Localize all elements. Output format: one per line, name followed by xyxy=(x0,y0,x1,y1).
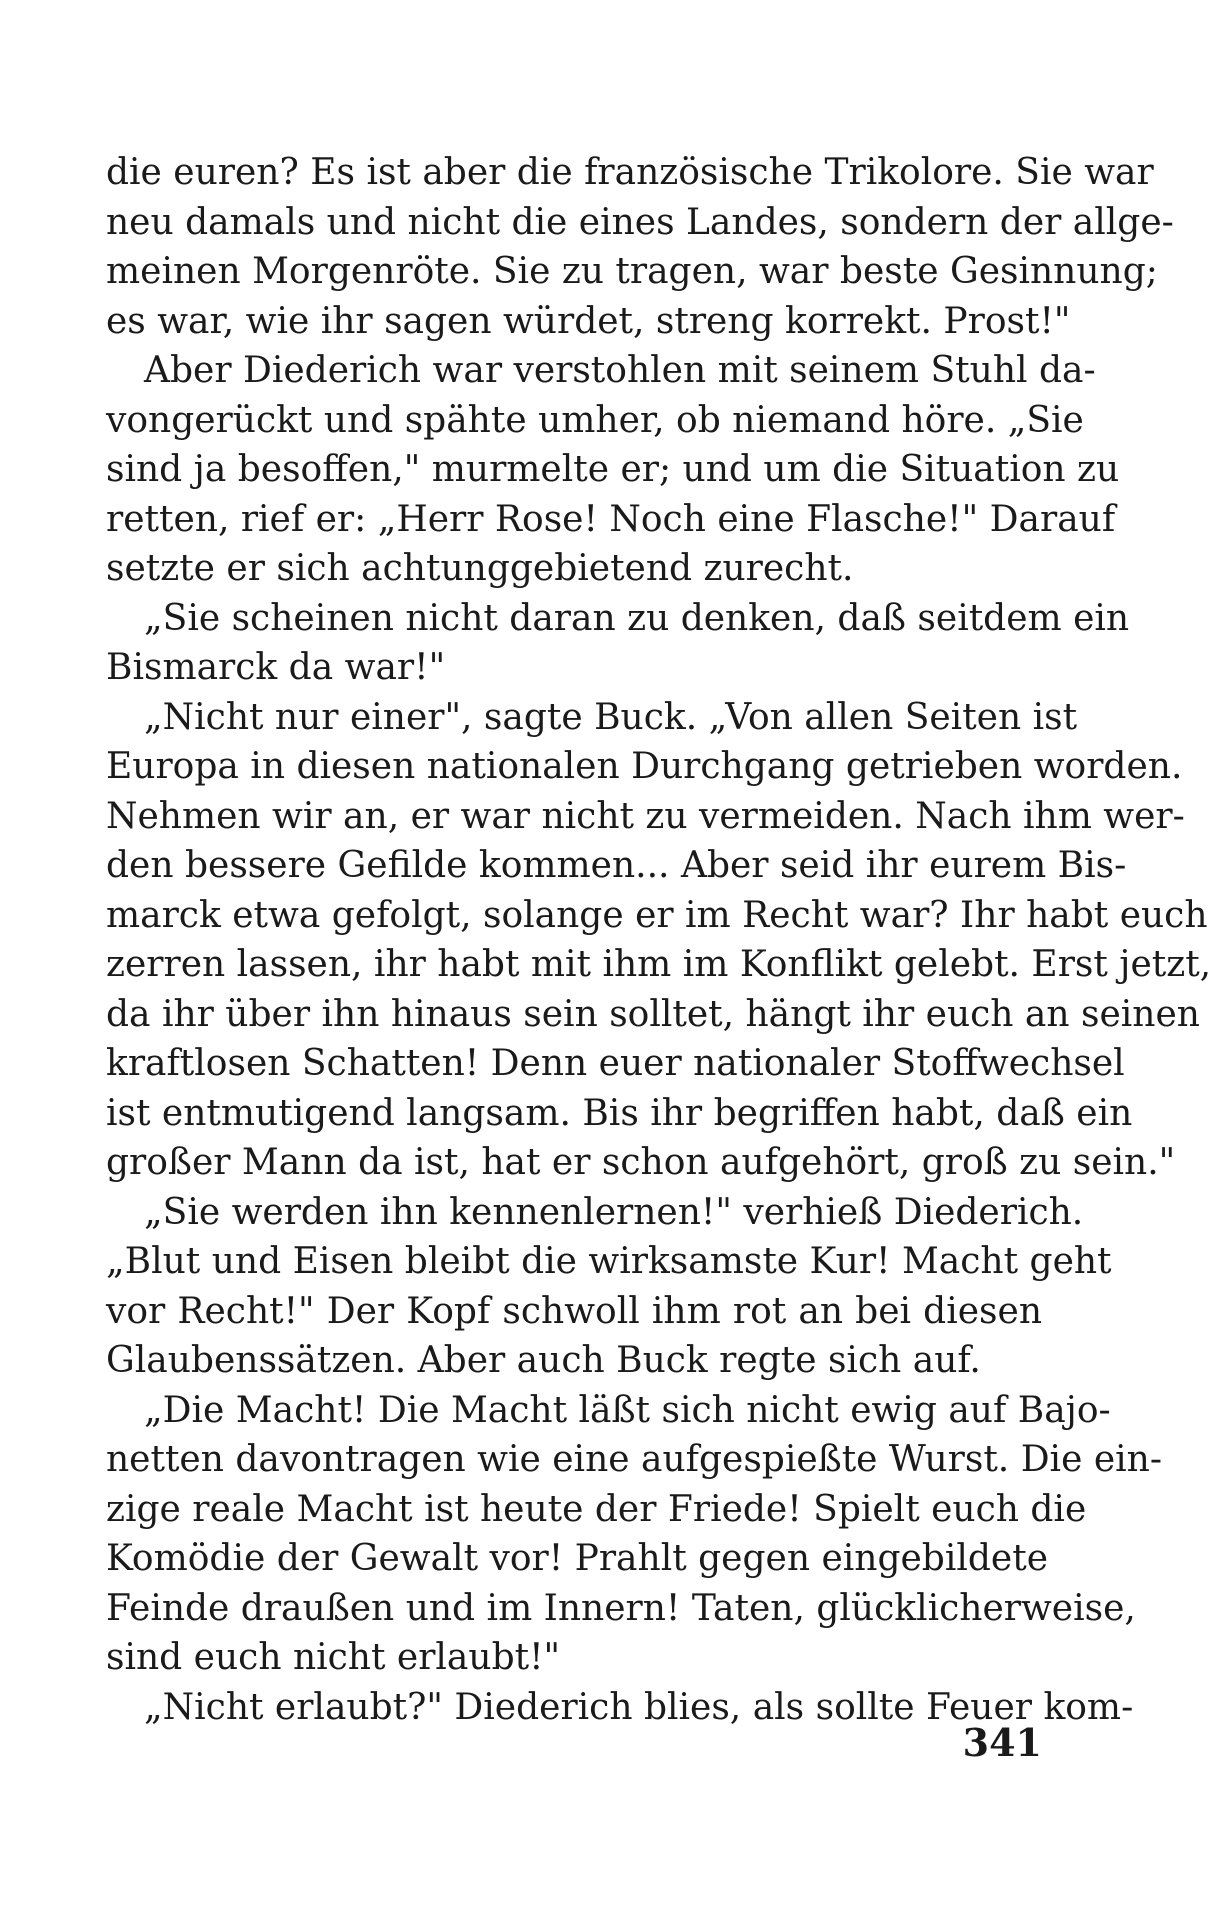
text-line: ist entmutigend langsam. Bis ihr begriffen habt, daß ein xyxy=(106,1092,1133,1134)
text-line: retten, rief er: „Herr Rose! Noch eine Flasche!" Darauf xyxy=(106,498,1116,540)
text-line: Nehmen wir an, er war nicht zu vermeiden. Nach ihm wer- xyxy=(106,795,1185,837)
text-line: sind euch nicht erlaubt!" xyxy=(106,1637,561,1678)
text-line: vor Recht!" Der Kopf schwoll ihm rot an bei diesen xyxy=(106,1290,1042,1332)
text-line: netten davontragen wie eine aufgespießte Wurst. Die ein- xyxy=(106,1439,1162,1480)
text-line: Europa in diesen nationalen Durchgang getrieben worden. xyxy=(106,746,1183,787)
text-line: neu damals und nicht die eines Landes, sondern der allge- xyxy=(106,201,1174,243)
text-line: sind ja besoffen," murmelte er; und um die Situation zu xyxy=(106,449,1120,490)
text-line: zerren lassen, ihr habt mit ihm im Konflikt gelebt. Erst jetzt, xyxy=(106,944,1211,985)
text-line: marck etwa gefolgt, solange er im Recht war? Ihr habt euch xyxy=(106,894,1208,936)
text-line: großer Mann da ist, hat er schon aufgehört, groß zu sein." xyxy=(106,1142,1176,1183)
text-line: es war, wie ihr sagen würdet, streng korrekt. Prost!" xyxy=(106,300,1071,342)
text-line: da ihr über ihn hinaus sein solltet, hängt ihr euch an seinen xyxy=(106,993,1200,1035)
text-line: meinen Morgenröte. Sie zu tragen, war beste Gesinnung; xyxy=(106,251,1158,292)
text-line: „Sie werden ihn kennenlernen!" verhieß Diederich. xyxy=(144,1191,1084,1233)
text-line: die euren? Es ist aber die französische Trikolore. Sie war xyxy=(106,152,1154,193)
text-line: Feinde draußen und im Innern! Taten, glücklicherweise, xyxy=(106,1587,1136,1629)
text-line: „Nicht nur einer", sagte Buck. „Von allen Seiten ist xyxy=(144,696,1078,738)
text-line: setzte er sich achtunggebietend zurecht. xyxy=(106,548,854,589)
text-line: kraftlosen Schatten! Denn euer nationaler Stoffwechsel xyxy=(106,1043,1125,1084)
text-line: Glaubenssätzen. Aber auch Buck regte sich auf. xyxy=(106,1340,981,1381)
text-line: „Nicht erlaubt?" Diederich blies, als sollte Feuer kom- xyxy=(144,1686,1134,1728)
page-body-text xyxy=(106,148,1211,1732)
text-line: Aber Diederich war verstohlen mit seinem Stuhl da- xyxy=(144,350,1096,391)
text-line: zige reale Macht ist heute der Friede! Spielt euch die xyxy=(106,1488,1087,1530)
text-line: Bismarck da war!" xyxy=(106,647,446,688)
page-number: 341 xyxy=(962,1720,1042,1765)
text-line: „Blut und Eisen bleibt die wirksamste Kur! Macht geht xyxy=(106,1241,1112,1282)
text-line: „Die Macht! Die Macht läßt sich nicht ewig auf Bajo- xyxy=(144,1389,1111,1431)
text-line: Komödie der Gewalt vor! Prahlt gegen eingebildete xyxy=(106,1538,1048,1579)
text-line: „Sie scheinen nicht daran zu denken, daß seitdem ein xyxy=(144,597,1130,639)
text-line: vongerückt und spähte umher, ob niemand höre. „Sie xyxy=(106,399,1084,441)
text-line: den bessere Gefilde kommen... Aber seid ihr eurem Bis- xyxy=(106,845,1127,886)
